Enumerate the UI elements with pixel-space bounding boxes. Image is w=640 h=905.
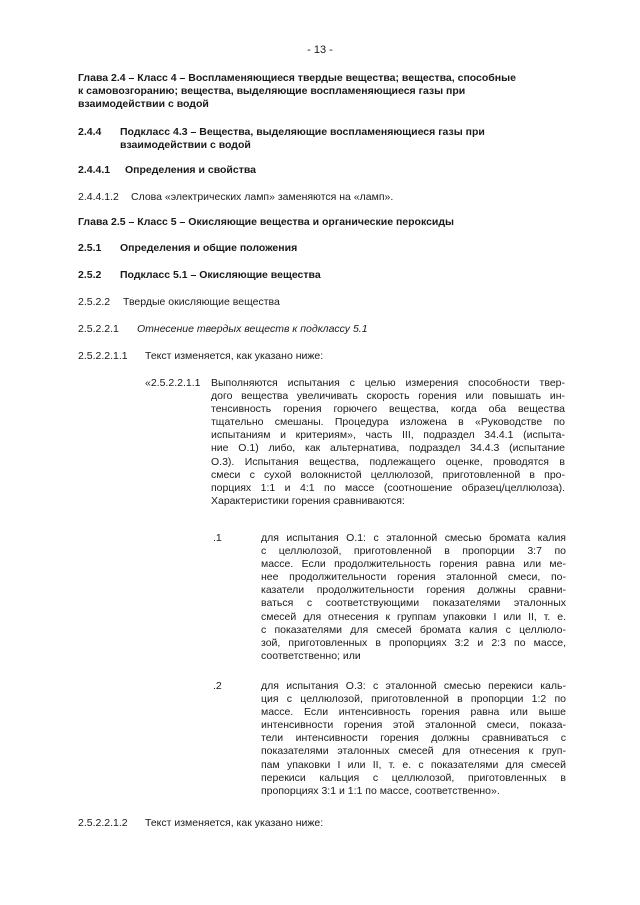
section-2-5-2-title: Подкласс 5.1 – Окисляющие вещества [120, 269, 321, 281]
item-2-text [261, 680, 566, 798]
quote-line: дого вещества увеличивать скорость горения или повышать ин- [211, 390, 565, 403]
section-2-5-1-title: Определения и общие положения [120, 242, 298, 254]
item-1-line: смесей для отнесения к группам упаковки I или II, т. е. [261, 610, 566, 623]
item-1-line: казатели продолжительности горения должны сравни- [261, 584, 566, 597]
item-2-line: тели интенсивности горения должны сравниваться с [261, 732, 566, 745]
quote-line: тщательно смешаны. Процедура изложена в «Руководстве по [211, 416, 565, 429]
item-1-label: .1 [213, 532, 222, 544]
item-1-line: ваться с соответствующими показателями эталонных [261, 597, 566, 610]
page-number: - 13 - [307, 44, 333, 56]
item-1-text [261, 532, 566, 663]
item-2-line: для испытания О.3: с эталонной смесью перекиси каль- [261, 680, 566, 692]
chapter-2-4-title-line: к самовозгоранию; вещества, выделяющие воспламеняющиеся газы при [78, 85, 466, 97]
item-1-line: соответственно; или [261, 649, 361, 662]
chapter-2-4-title-line: Глава 2.4 – Класс 4 – Воспламеняющиеся твердые вещества; вещества, способные [78, 72, 516, 84]
section-2-5-2-2-1-number: 2.5.2.2.1 [78, 323, 119, 335]
section-2-4-4-1-number: 2.4.4.1 [78, 164, 111, 176]
section-2-5-2-2-title: Твердые окисляющие вещества [123, 296, 280, 308]
item-2-label: .2 [213, 680, 222, 692]
quote-line: Характеристики горения сравниваются: [211, 494, 405, 507]
para-2-4-4-1-2-text: Слова «электрических ламп» заменяются на «ламп». [131, 191, 394, 203]
item-2-line: ция с целлюлозой, приготовленной в пропорции 1:2 по [261, 693, 566, 706]
item-1-line: зой, приготовленных в пропорциях 3:2 и 2:3 по массе, [261, 636, 566, 649]
chapter-2-4-title-line: взаимодействии с водой [78, 98, 209, 110]
section-2-4-4-number: 2.4.4 [78, 126, 102, 138]
para-2-5-2-2-1-1-text: Текст изменяется, как указано ниже: [145, 350, 324, 362]
item-1-line: нее продолжительности горения эталонной смеси, по- [261, 571, 566, 584]
quote-line: испытаниям и критериям», часть III, подраздел 34.4.1 (испыта- [211, 429, 565, 442]
section-2-4-4-1-title: Определения и свойства [125, 164, 257, 176]
item-2-line: пропорциях 3:1 и 1:1 по массе, соответственно». [261, 784, 500, 797]
quote-line: Выполняются испытания с целью измерения способности твер- [211, 377, 565, 389]
item-1-line: для испытания О.1: с эталонной смесью бромата калия [261, 532, 566, 544]
item-1-line: с показателями для смесей бромата калия с целлюло- [261, 623, 566, 636]
para-2-5-2-2-1-1-number: 2.5.2.2.1.1 [78, 350, 128, 362]
quote-text [211, 377, 565, 508]
item-2-line: интенсивности горения этой эталонной смеси, показа- [261, 719, 566, 732]
item-1-line: массе. Если продолжительность горения равна или ме- [261, 558, 566, 571]
quote-line: ние О.1) либо, как альтернатива, подраздел 34.4.3 (испытание [211, 442, 565, 455]
item-2-line: показателями эталонных смесей для отнесения к груп- [261, 745, 566, 758]
quote-line: порциях 1:1 и 4:1 по массе (соотношение образец/целлюлоза). [211, 481, 565, 494]
chapter-2-5-title: Глава 2.5 – Класс 5 – Окисляющие вещества и органические пероксиды [78, 216, 455, 228]
quote-number: «2.5.2.2.1.1 [145, 377, 201, 389]
quote-line: тенсивность горения горючего вещества, когда оба вещества [211, 403, 565, 416]
section-2-5-2-number: 2.5.2 [78, 269, 102, 281]
para-2-5-2-2-1-2-text: Текст изменяется, как указано ниже: [145, 817, 324, 829]
section-2-4-4-title-line: Подкласс 4.3 – Вещества, выделяющие воспламеняющиеся газы при [120, 126, 485, 138]
para-2-5-2-2-1-2-number: 2.5.2.2.1.2 [78, 817, 128, 829]
item-1-line: с целлюлозой, приготовленной в пропорции 3:7 по [261, 545, 566, 558]
item-2-line: пам упаковки I или II, т. е. с показателями для смесей [261, 758, 566, 771]
section-2-5-2-2-1-title: Отнесение твердых веществ к подклассу 5.1 [137, 323, 368, 335]
chapter-2-4-title [78, 72, 578, 111]
section-2-4-4-title [120, 126, 520, 152]
quote-line: О.3). Испытания вещества, подлежащего оценке, проводятся в [211, 455, 565, 468]
quote-line: смеси с сухой волокнистой целлюлозой, приготовленной в про- [211, 468, 565, 481]
section-2-5-2-2-number: 2.5.2.2 [78, 296, 111, 308]
item-2-line: перекиси кальция с целлюлозой, приготовленных в [261, 771, 566, 784]
item-2-line: массе. Если интенсивность горения равна или выше [261, 706, 566, 719]
para-2-4-4-1-2-number: 2.4.4.1.2 [78, 191, 119, 203]
section-2-4-4-title-line: взаимодействии с водой [120, 139, 251, 151]
section-2-5-1-number: 2.5.1 [78, 242, 102, 254]
